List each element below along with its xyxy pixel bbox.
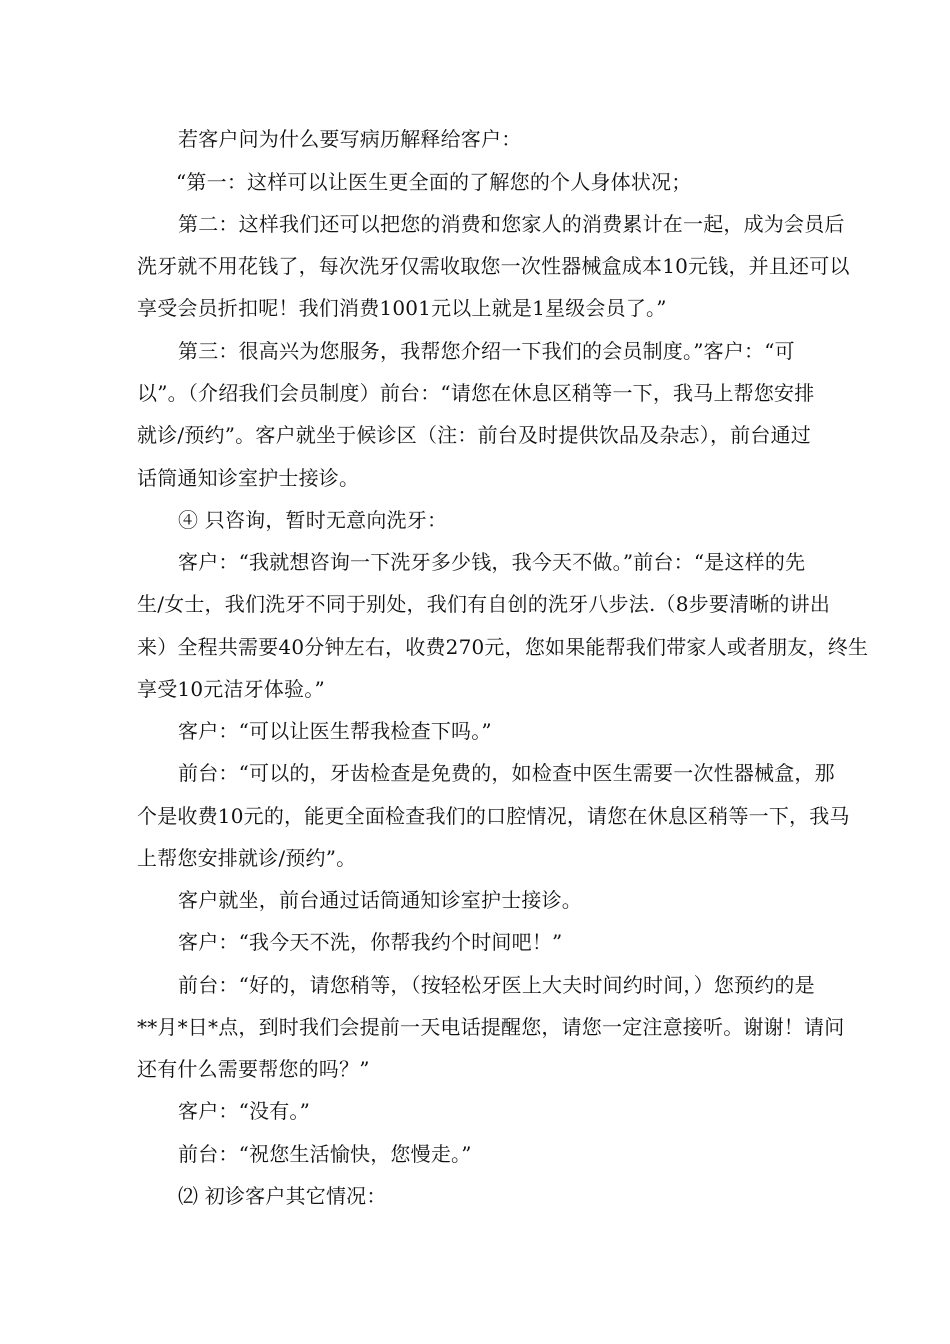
paragraph-line: 以”。（介绍我们会员制度）前台：“请您在休息区稍等一下，我马上帮您安排 xyxy=(137,381,815,405)
paragraph-line: 还有什么需要帮您的吗？” xyxy=(137,1057,370,1081)
paragraph-line: 前台：“可以的，牙齿检查是免费的，如检查中医生需要一次性器械盒，那 xyxy=(178,761,835,785)
paragraph-line: 客户就坐，前台通过话筒通知诊室护士接诊。 xyxy=(178,888,582,912)
paragraph-line: 享受会员折扣呢！我们消费1001元以上就是1星级会员了。” xyxy=(137,296,667,320)
paragraph-line: 客户：“可以让医生帮我检查下吗。” xyxy=(178,719,492,743)
paragraph-line: 上帮您安排就诊/预约”。 xyxy=(137,846,357,870)
paragraph-line: 若客户问为什么要写病历解释给客户： xyxy=(178,127,522,151)
paragraph-line: 客户：“我就想咨询一下洗牙多少钱，我今天不做。”前台：“是这样的先 xyxy=(178,550,806,574)
paragraph-line: 第三：很高兴为您服务，我帮您介绍一下我们的会员制度。”客户：“可 xyxy=(178,339,795,363)
paragraph-line: ④ 只咨询，暂时无意向洗牙： xyxy=(178,508,448,532)
paragraph-line: 客户：“没有。” xyxy=(178,1099,311,1123)
paragraph-line: 就诊/预约”。客户就坐于候诊区（注：前台及时提供饮品及杂志），前台通过 xyxy=(137,423,811,447)
paragraph-line: “第一：这样可以让医生更全面的了解您的个人身体状况； xyxy=(176,170,692,194)
paragraph-line: **月*日*点，到时我们会提前一天电话提醒您，请您一定注意接听。谢谢！请问 xyxy=(137,1015,845,1039)
paragraph-line: 第二：这样我们还可以把您的消费和您家人的消费累计在一起，成为会员后 xyxy=(178,212,845,236)
paragraph-line: ⑵ 初诊客户其它情况： xyxy=(178,1184,387,1208)
paragraph-line: 享受10元洁牙体验。” xyxy=(137,677,325,701)
paragraph-line: 个是收费10元的，能更全面检查我们的口腔情况，请您在休息区稍等一下，我马 xyxy=(137,804,850,828)
paragraph-line: 生/女士，我们洗牙不同于别处，我们有自创的洗牙八步法.（8步要清晰的讲出 xyxy=(137,592,831,616)
paragraph-line: 话筒通知诊室护士接诊。 xyxy=(137,466,360,490)
paragraph-line: 前台：“好的，请您稍等，（按轻松牙医上大夫时间约时间，）您预约的是 xyxy=(178,973,815,997)
paragraph-line: 来）全程共需要40分钟左右，收费270元，您如果能帮我们带家人或者朋友，终生 xyxy=(137,635,869,659)
paragraph-line: 洗牙就不用花钱了，每次洗牙仅需收取您一次性器械盒成本10元钱，并且还可以 xyxy=(137,254,850,278)
paragraph-line: 前台：“祝您生活愉快，您慢走。” xyxy=(178,1142,472,1166)
paragraph-line: 客户：“我今天不洗，你帮我约个时间吧！” xyxy=(178,930,563,954)
